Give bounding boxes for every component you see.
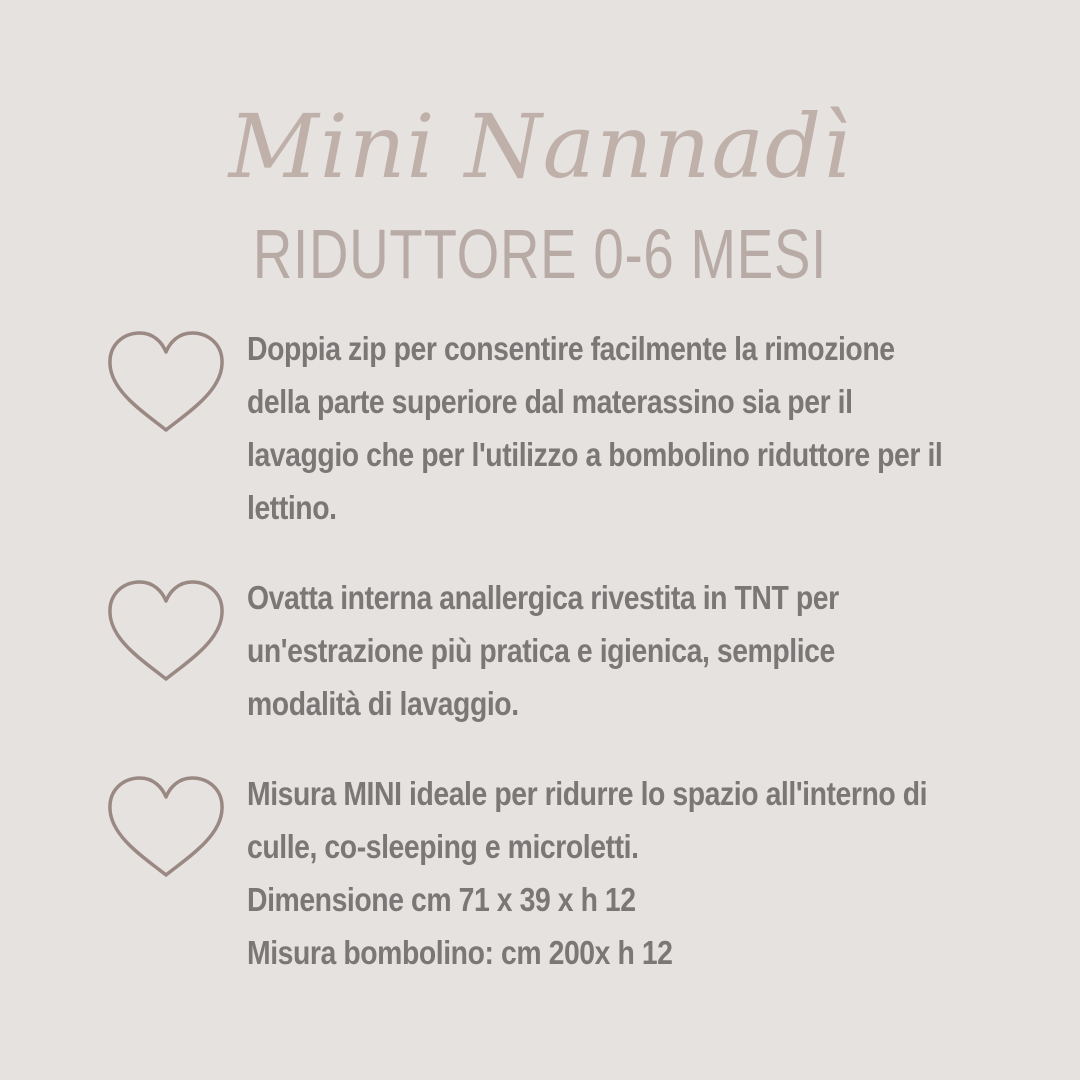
feature-line: lavaggio che per l'utilizzo a bombolino riduttore per il bbox=[247, 436, 943, 473]
heart-icon bbox=[106, 775, 226, 881]
feature-line: culle, co-sleeping e microletti. bbox=[247, 828, 639, 865]
feature-line: un'estrazione più pratica e igienica, semplice bbox=[247, 632, 835, 669]
product-subtitle: RIDUTTORE 0-6 MESI bbox=[252, 215, 828, 293]
feature-line: Dimensione cm 71 x 39 x h 12 bbox=[247, 881, 636, 918]
feature-text-3 bbox=[247, 767, 926, 979]
feature-line: della parte superiore dal materassino sia per il bbox=[247, 383, 853, 420]
heart-icon bbox=[106, 579, 226, 685]
feature-line: Misura MINI ideale per ridurre lo spazio all'interno di bbox=[247, 775, 928, 812]
brand-title: Mini Nannadì bbox=[228, 95, 852, 198]
feature-text-2 bbox=[247, 571, 926, 730]
feature-line: Ovatta interna anallergica rivestita in TNT per bbox=[247, 579, 839, 616]
feature-line: Misura bombolino: cm 200x h 12 bbox=[247, 934, 673, 971]
feature-text-1 bbox=[247, 322, 943, 534]
feature-line: lettino. bbox=[247, 489, 337, 526]
feature-line: Doppia zip per consentire facilmente la rimozione bbox=[247, 330, 895, 367]
heart-icon bbox=[106, 330, 226, 436]
feature-line: modalità di lavaggio. bbox=[247, 685, 519, 722]
